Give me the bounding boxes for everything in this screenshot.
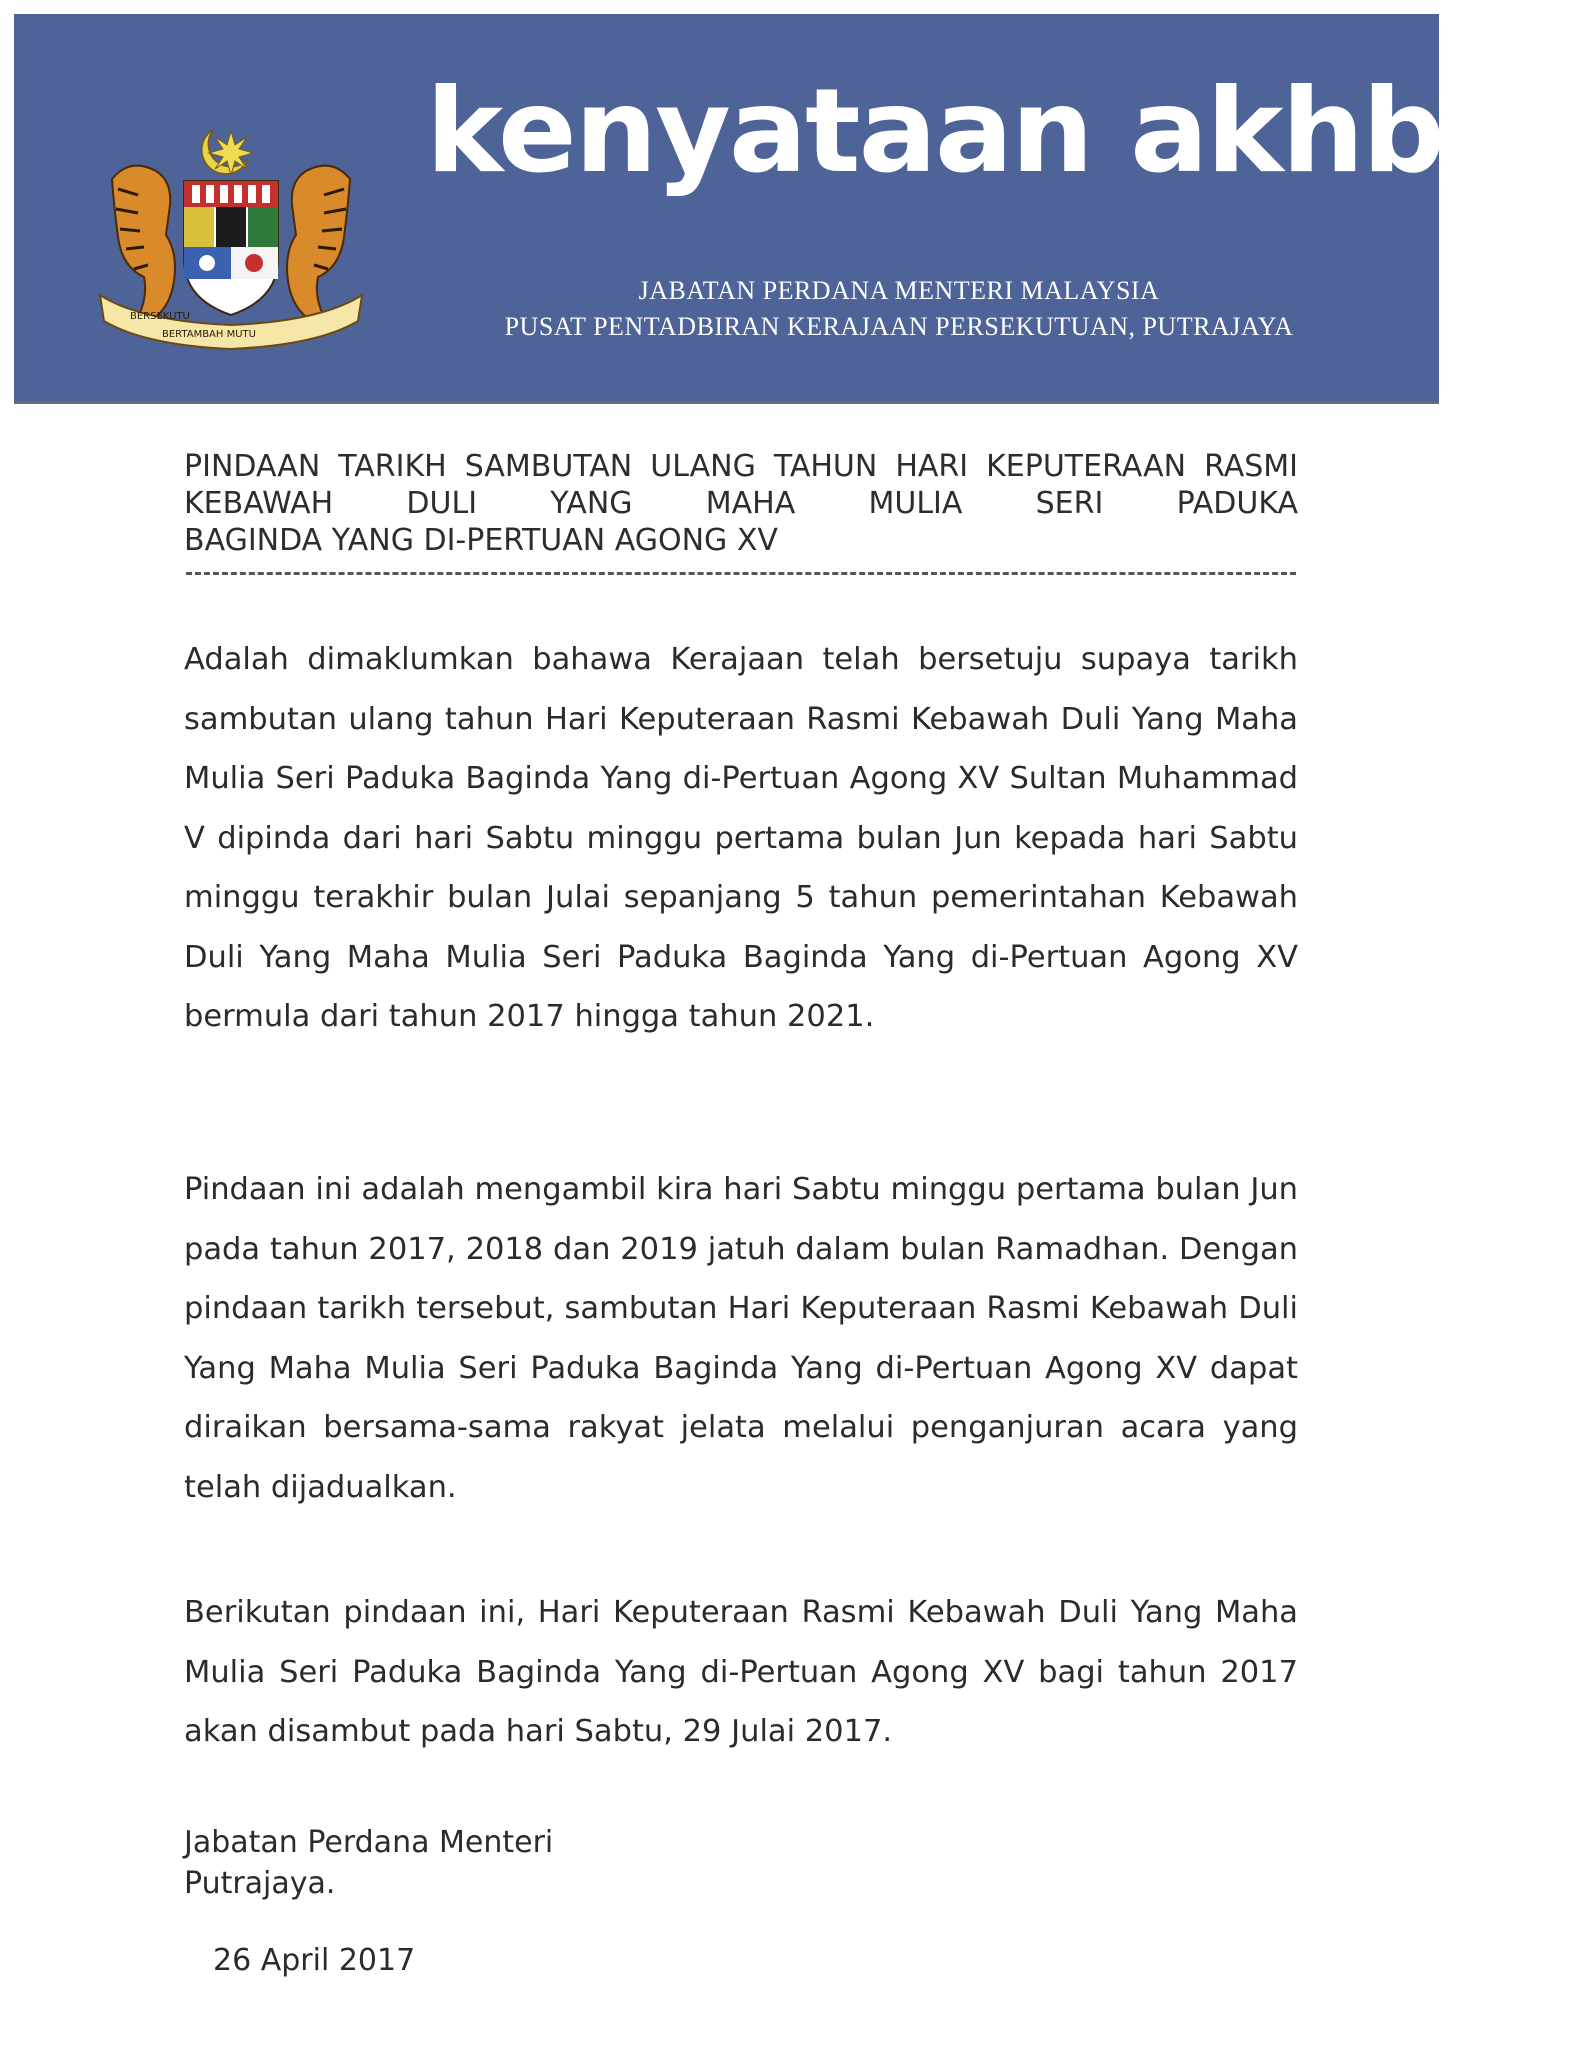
release-date: 26 April 2017 bbox=[213, 1943, 416, 1978]
department-name: JABATAN PERDANA MENTERI MALAYSIA bbox=[638, 276, 1160, 305]
paragraph-1: Adalah dimaklumkan bahawa Kerajaan telah bersetuju supaya tarikh sambutan ulang tahun Hari Keputeraan Rasmi Kebawah Duli Yang Maha Mulia Seri Paduka Baginda Yang di-Pertuan Agong XV Sultan Muhammad V dipinda dari hari Sabtu minggu pertama bulan Jun kepada hari Sabtu minggu terakhir bulan Julai sepanjang 5 tahun pemerintahan Kebawah Duli Yang Maha Mulia Seri Paduka Baginda Yang di-Pertuan Agong XV bermula dari tahun 2017 hingga tahun 2021. bbox=[184, 642, 1298, 1034]
motto-text-bottom: BERTAMBAH MUTU bbox=[162, 329, 256, 340]
headline-line-1: PINDAAN TARIKH SAMBUTAN ULANG TAHUN HARI KEPUTERAAN bbox=[184, 449, 1187, 484]
paragraph-2: Pindaan ini adalah mengambil kira hari Sabtu minggu pertama bulan Jun pada tahun 2017, 2018 dan 2019 jatuh dalam bulan Ramadhan. Dengan pindaan tarikh tersebut, sambutan Hari Keputeraan Rasmi Kebawah Duli Yang Maha Mulia Seri Paduka Baginda Yang di-Pertuan Agong XV dapat diraikan bersama-sama rakyat jelata melalui penganjuran acara yang telah dijadualkan. bbox=[184, 1172, 1298, 1505]
signature-block bbox=[184, 1822, 553, 1904]
press-release-banner bbox=[14, 14, 1575, 404]
dashed-divider bbox=[186, 572, 1296, 575]
paragraph-3: Berikutan pindaan ini, Hari Keputeraan Rasmi Kebawah Duli Yang Maha Mulia Seri Paduka Baginda Yang di-Pertuan Agong XV bagi tahun 2017 akan disambut pada hari Sabtu, 29 Julai 2017. bbox=[184, 1595, 1298, 1749]
coat-of-arms-icon bbox=[92, 119, 370, 354]
press-release-title: kenyataan akhbar bbox=[426, 64, 1575, 199]
motto-text: BERSEKUTU bbox=[130, 311, 190, 322]
department-address: PUSAT PENTADBIRAN KERAJAAN PERSEKUTUAN, PUTRAJAYA bbox=[504, 312, 1294, 341]
headline-line-3: BAGINDA YANG DI-PERTUAN AGONG XV bbox=[184, 523, 778, 558]
headline-line-2: RASMI KEBAWAH DULI YANG MAHA MULIA SERI PADUKA bbox=[184, 449, 1298, 521]
headline bbox=[184, 448, 1298, 559]
signature-location: Putrajaya. bbox=[184, 1866, 336, 1901]
signature-department: Jabatan Perdana Menteri bbox=[184, 1825, 554, 1860]
